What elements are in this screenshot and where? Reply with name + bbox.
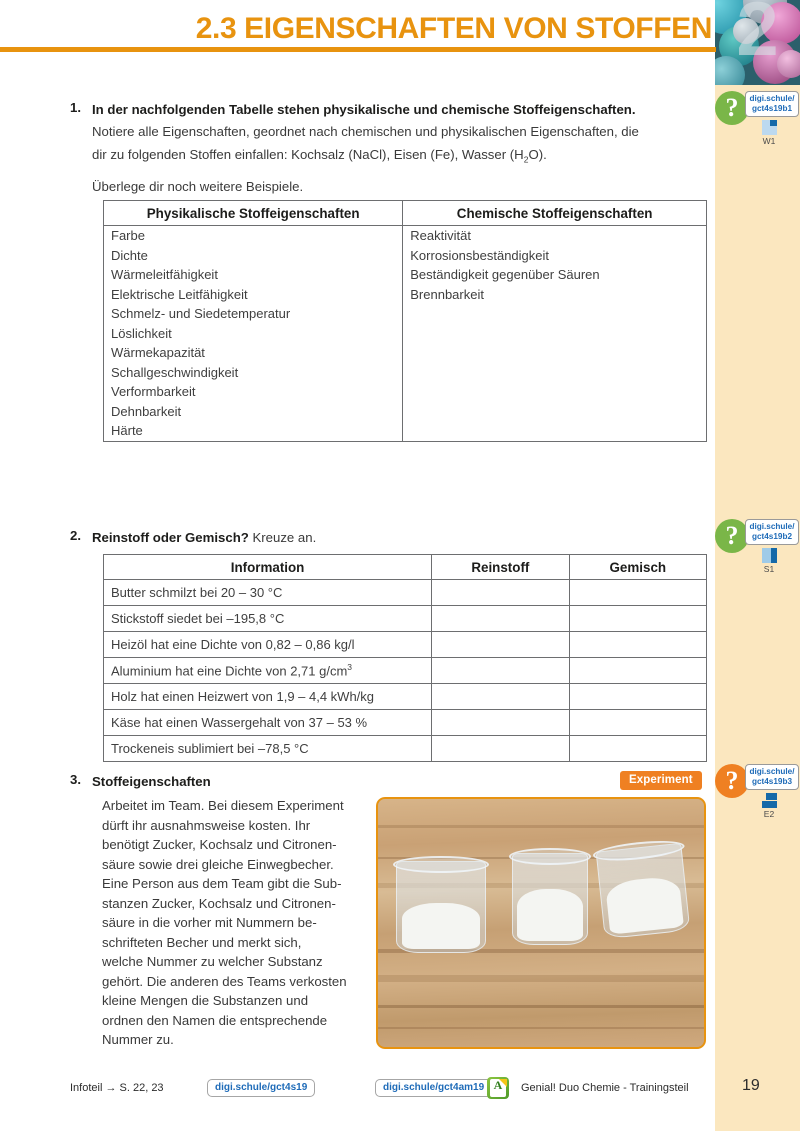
checkbox-reinstoff-1[interactable] [432,606,570,632]
task-1-line3-a: dir zu folgenden Stoffen einfallen: Kochsalz (NaCl), Eisen (Fe), Wasser (H [92,146,524,162]
footer-chip-right[interactable]: digi.schule/gct4am19 [375,1079,492,1097]
app-icon[interactable] [487,1077,509,1099]
question-mark-icon: ? [715,91,749,125]
footer-chip-left[interactable]: digi.schule/gct4s19 [207,1079,315,1097]
table-row [104,606,707,632]
slide-icon[interactable] [754,548,784,574]
page-title: 2.3 EIGENSCHAFTEN VON STOFFEN [195,12,712,45]
table-header-row [104,201,707,226]
table-row [104,580,707,606]
link-line-2: gct4s19b3 [751,777,793,786]
cell-physical-2: Wärmeleitfähigkeit [104,265,403,285]
task-3-line-1: dürft ihr ausnahmsweise kosten. Ihr [102,817,311,833]
task-3-line-5: stanzen Zucker, Kochsalz und Citronen- [102,895,336,911]
table-row [104,226,707,246]
side-badge-1[interactable] [712,85,800,146]
cell-info-4 [104,684,432,710]
question-mark-icon: ? [715,519,749,553]
cell-chemical-2: Beständigkeit gegenüber Säuren [403,265,707,285]
cell-info-6 [104,736,432,762]
info-text: Stickstoff siedet bei –195,8 °C [111,611,285,626]
cup-1-powder [402,903,479,949]
checkbox-gemisch-3[interactable] [569,658,706,684]
table-row [104,402,707,422]
task-3-line-6: säure in die vorher mit Nummern be- [102,915,317,931]
header-rule [0,47,716,52]
cell-chemical-7 [403,363,707,383]
info-text: Käse hat einen Wassergehalt von 37 – 53 % [111,715,368,730]
cell-physical-6: Wärmekapazität [104,343,403,363]
th-physical: Physikalische Stoffeigenschaften [104,201,403,226]
cell-info-5 [104,710,432,736]
task-1-line2: Notiere alle Eigenschaften, geordnet nach chemischen und physikalischen Eigenschaften, die [92,124,639,140]
table-row [104,246,707,266]
task-1-line3-b: O). [528,146,547,162]
table-mixture [103,554,707,762]
cell-info-0 [104,580,432,606]
question-mark-icon: ? [715,764,749,798]
cup-3 [596,843,691,940]
photo-content [378,799,704,1047]
task-1-number: 1. [70,100,81,115]
chapter-thumbnail [715,0,800,85]
digi-schule-link-1[interactable] [745,91,799,117]
task-3-line-4: Eine Person aus dem Team gibt die Sub- [102,876,342,892]
th-gemisch: Gemisch [569,555,706,580]
task-1-lead: In der nachfolgenden Tabelle stehen physikalische und chemische Stoffeigenschaften. [92,102,636,117]
cell-chemical-6 [403,343,707,363]
info-superscript: 3 [347,662,353,673]
checkbox-reinstoff-3[interactable] [432,658,570,684]
table-header-row [104,555,707,580]
slide-glyph [762,548,777,563]
cup-1 [396,861,486,953]
table-row [104,324,707,344]
media-caption-w1: W1 [762,136,776,146]
checkbox-reinstoff-6[interactable] [432,736,570,762]
page-footer [0,1072,800,1112]
experiment-icon[interactable] [754,793,784,819]
task-3-line-7: schrifteten Becher und merkt sich, [102,934,302,950]
th-information: Information [104,555,432,580]
table-row [104,658,707,684]
th-chemical: Chemische Stoffeigenschaften [403,201,707,226]
task-3-paragraph [102,796,370,1050]
task-2 [70,528,710,550]
link-line-1: digi.schule/ [749,522,795,531]
table-row [104,343,707,363]
cell-chemical-10 [403,421,707,441]
table-row [104,285,707,305]
cell-chemical-9 [403,402,707,422]
task-3-line-2: benötigt Zucker, Kochsalz und Citronen- [102,837,337,853]
footer-info-reference: Infoteil → S. 22, 23 [70,1082,164,1094]
cell-chemical-0: Reaktivität [403,226,707,246]
table-properties-body [104,226,707,442]
info-text: Aluminium hat eine Dichte von 2,71 g/cm [111,663,348,679]
cell-info-1 [104,606,432,632]
task-3-line-10: kleine Mengen die Substanzen und [102,993,309,1009]
task-3-lead: Stoffeigenschaften [92,774,211,789]
table-row [104,304,707,324]
cell-physical-1: Dichte [104,246,403,266]
link-line-1: digi.schule/ [749,767,795,776]
info-text: Holz hat einen Heizwert von 1,9 – 4,4 kWh/kg [111,689,375,704]
cell-physical-3: Elektrische Leitfähigkeit [104,285,403,305]
link-line-1: digi.schule/ [749,94,795,103]
table-row [104,363,707,383]
footer-book-title: Genial! Duo Chemie - Trainingsteil [521,1082,689,1094]
task-3-line-3: säure sowie drei gleiche Einwegbecher. [102,856,334,872]
task-2-rest: Kreuze an. [248,530,317,545]
cell-chemical-1: Korrosionsbeständigkeit [403,246,707,266]
cell-chemical-5 [403,324,707,344]
worksheet-icon[interactable] [754,120,784,146]
checkbox-gemisch-4[interactable] [569,684,706,710]
info-text: Butter schmilzt bei 20 – 30 °C [111,585,283,600]
cell-info-3 [104,658,432,684]
info-text: Trockeneis sublimiert bei –78,5 °C [111,741,309,756]
info-text: Heizöl hat eine Dichte von 0,82 – 0,86 kg/l [111,637,355,652]
task-3-number: 3. [70,772,81,787]
link-line-2: gct4s19b2 [751,532,793,541]
cell-info-2 [104,632,432,658]
task-3-line-9: gehört. Die anderen des Teams verkosten [102,973,347,989]
table-row [104,684,707,710]
task-1 [70,100,710,199]
task-2-lead: Reinstoff oder Gemisch? [92,530,249,545]
task-1-line4: Überlege dir noch weitere Beispiele. [92,178,304,194]
app-icon-letter: A [493,1078,503,1092]
table-row [104,632,707,658]
table-row [104,710,707,736]
media-caption-s1: S1 [763,564,775,574]
cell-physical-0: Farbe [104,226,403,246]
side-badge-2[interactable] [712,513,800,574]
cup-2 [512,853,588,945]
table-row [104,382,707,402]
digi-schule-link-3[interactable] [745,764,799,790]
task-3-line-8: welche Nummer zu welcher Substanz [102,954,323,970]
cup-1-rim [393,856,489,873]
table-properties [103,200,707,442]
cell-chemical-3: Brennbarkeit [403,285,707,305]
checkbox-reinstoff-5[interactable] [432,710,570,736]
table-mixture-body [104,580,707,762]
cell-physical-4: Schmelz- und Siedetemperatur [104,304,403,324]
cell-physical-5: Löslichkeit [104,324,403,344]
table-row [104,736,707,762]
checkbox-gemisch-6[interactable] [569,736,706,762]
task-3-line-0: Arbeitet im Team. Bei diesem Experiment [102,798,344,813]
cell-physical-8: Verformbarkeit [104,382,403,402]
checkbox-gemisch-1[interactable] [569,606,706,632]
media-caption-e2: E2 [763,809,775,819]
checkbox-reinstoff-0[interactable] [432,580,570,606]
link-line-2: gct4s19b1 [751,104,793,113]
page-number: 19 [742,1077,760,1094]
task-1-line3 [92,145,710,167]
side-badge-3[interactable] [712,758,800,819]
cell-physical-9: Dehnbarkeit [104,402,403,422]
task-2-prompt [92,528,710,548]
table-properties-head [104,201,707,226]
digi-schule-link-2[interactable] [745,519,799,545]
experiment-tag: Experiment [620,771,702,790]
water-subscript: 2 [523,154,529,165]
checkbox-reinstoff-4[interactable] [432,684,570,710]
checkbox-reinstoff-2[interactable] [432,632,570,658]
table-row [104,421,707,441]
table-mixture-head [104,555,707,580]
cup-2-powder [517,889,582,941]
task-2-number: 2. [70,528,81,543]
th-reinstoff: Reinstoff [432,555,570,580]
cell-chemical-4 [403,304,707,324]
right-sidebar [715,0,800,1131]
task-3-line-11: ordnen den Namen die entsprechende [102,1012,328,1028]
cell-physical-7: Schallgeschwindigkeit [104,363,403,383]
cup-2-rim [509,848,591,865]
chapter-number: 2 [736,0,779,72]
checkbox-gemisch-0[interactable] [569,580,706,606]
worksheet-glyph [762,120,777,135]
checkbox-gemisch-2[interactable] [569,632,706,658]
experiment-glyph [762,793,777,808]
cell-chemical-8 [403,382,707,402]
task-3-line-12: Nummer zu. [102,1032,174,1048]
table-row [104,265,707,285]
task-3 [70,772,390,794]
experiment-photo [376,797,706,1049]
checkbox-gemisch-5[interactable] [569,710,706,736]
cell-physical-10: Härte [104,421,403,441]
